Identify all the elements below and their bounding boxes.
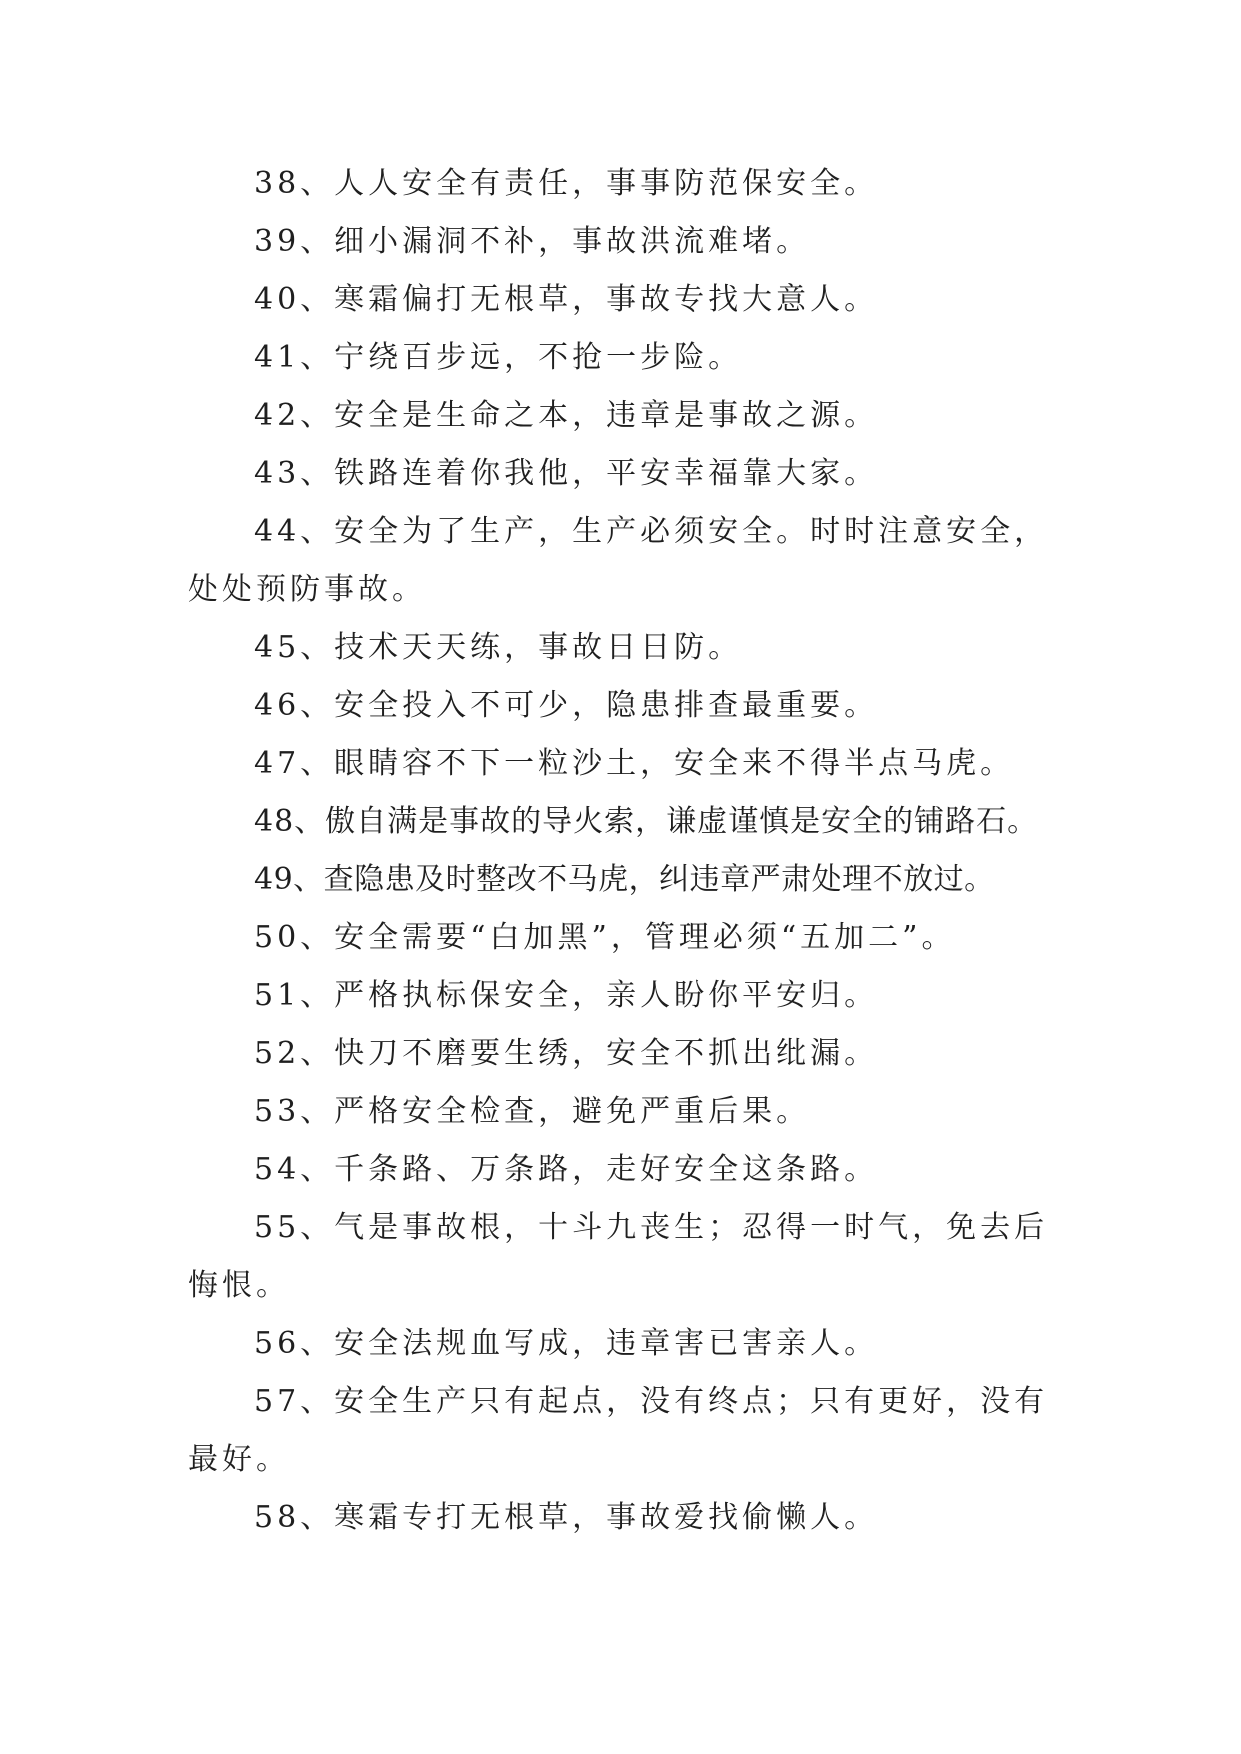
paragraph-51: 51、严格执标保安全，亲人盼你平安归。: [254, 978, 879, 1013]
paragraph-56: 56、安全法规血写成，违章害已害亲人。: [254, 1326, 879, 1361]
paragraph-52: 52、快刀不磨要生绣，安全不抓出纰漏。: [254, 1036, 879, 1071]
paragraph-53: 53、严格安全检查，避免严重后果。: [254, 1094, 811, 1129]
paragraph-49: 49、查隐患及时整改不马虎，纠违章严肃处理不放过。: [254, 862, 995, 897]
paragraph-47: 47、眼睛容不下一粒沙土，安全来不得半点马虎。: [254, 746, 1015, 781]
paragraph-55: 55、气是事故根，十斗九丧生；忍得一时气，免去后悔恨。: [188, 1210, 1049, 1303]
paragraph-50: 50、安全需要“白加黑”，管理必须“五加二”。: [254, 920, 956, 955]
paragraph-48: 48、傲自满是事故的导火索，谦虚谨慎是安全的铺路石。: [254, 804, 1039, 839]
paragraph-54: 54、千条路、万条路，走好安全这条路。: [254, 1152, 879, 1187]
paragraph-43: 43、铁路连着你我他，平安幸福靠大家。: [254, 456, 879, 491]
paragraph-39: 39、细小漏洞不补，事故洪流难堵。: [254, 224, 811, 259]
paragraph-44: 44、安全为了生产，生产必须安全。时时注意安全，处处预防事故。: [188, 514, 1049, 607]
paragraph-58: 58、寒霜专打无根草，事故爱找偷懒人。: [254, 1500, 879, 1535]
paragraph-38: 38、人人安全有责任，事事防范保安全。: [254, 166, 879, 201]
paragraph-57: 57、安全生产只有起点，没有终点；只有更好，没有最好。: [188, 1384, 1049, 1477]
paragraph-45: 45、技术天天练，事故日日防。: [254, 630, 743, 665]
paragraph-46: 46、安全投入不可少，隐患排查最重要。: [254, 688, 879, 723]
slogan-list: [188, 155, 1068, 1547]
paragraph-41: 41、宁绕百步远，不抢一步险。: [254, 340, 743, 375]
paragraph-40: 40、寒霜偏打无根草，事故专找大意人。: [254, 282, 879, 317]
paragraph-42: 42、安全是生命之本，违章是事故之源。: [254, 398, 879, 433]
